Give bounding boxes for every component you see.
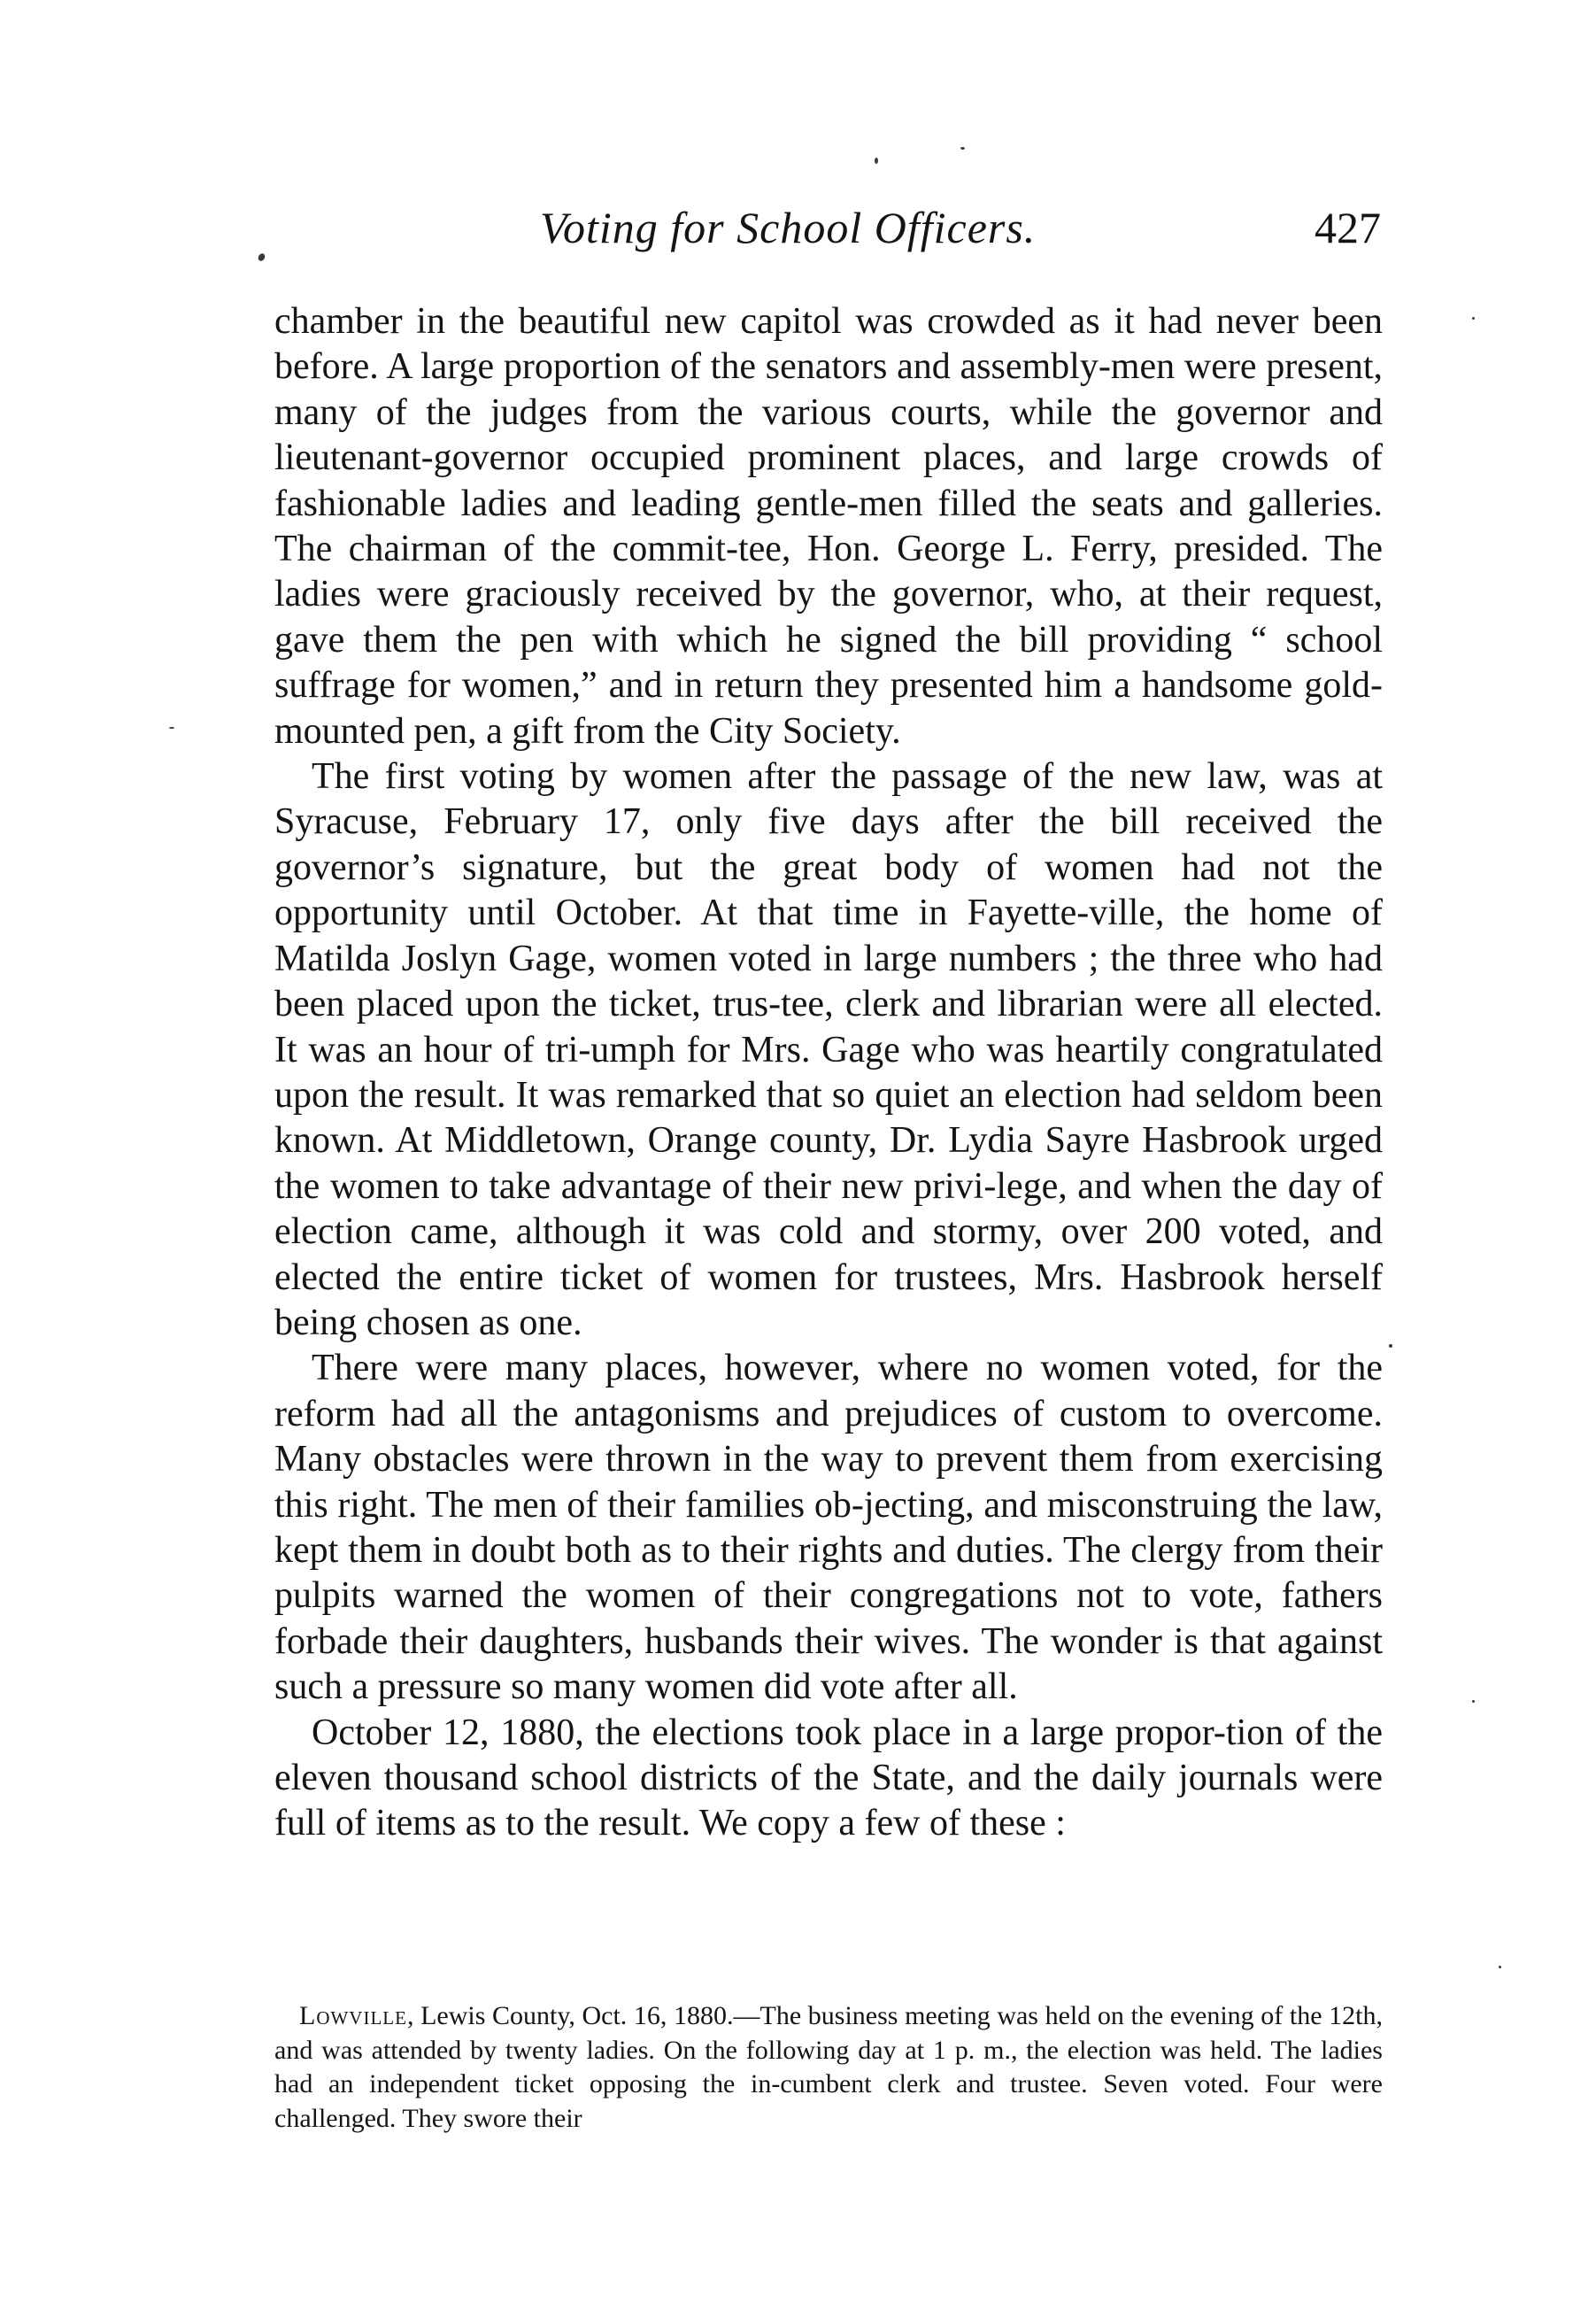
newspaper-extract xyxy=(274,1999,1383,2136)
scan-speck xyxy=(1472,1700,1475,1703)
scan-speck xyxy=(1472,317,1475,320)
paragraph-first-voting: The first voting by women after the passage of the new law, was at Syracuse, February 17, only five days after the bill received the governor’s signature, but the great body of women had not the opportunity until October. At that time in Fayette-ville, the home of Matilda Joslyn Gage, women voted in large numbers ; the three who had been placed upon the ticket, trus-tee, clerk and librarian were all elected. It was an hour of tri-umph for Mrs. Gage who was heartily congratulated upon the result. It was remarked that so quiet an election had seldom been known. At Middletown, Orange county, Dr. Lydia Sayre Hasbrook urged the women to take advantage of their new privi-lege, and when the day of election came, although it was cold and stormy, over 200 voted, and elected the entire ticket of women for trustees, Mrs. Hasbrook herself being chosen as one. xyxy=(274,756,1383,1343)
extract-paragraph xyxy=(274,1999,1383,2136)
scan-speck xyxy=(875,158,878,164)
paragraph-october-elections: October 12, 1880, the elections took place in a large propor-tion of the eleven thousand school districts of the State, and the daily journals were full of items as to the result. We copy a few of these : xyxy=(274,1712,1383,1844)
paragraph-obstacles: There were many places, however, where no women voted, for the reform had all the antagonisms and prejudices of custom to overcome. Many obstacles were thrown in the way to prevent them from exercising this right. The men of their families ob-jecting, and misconstruing the law, kept them in doubt both as to their rights and duties. The clergy from their pulpits warned the women of their congregations not to vote, fathers forbade their daughters, husbands their wives. The wonder is that against such a pressure so many women did vote after all. xyxy=(274,1348,1383,1708)
body-text xyxy=(274,299,1383,1847)
running-head xyxy=(274,202,1381,273)
extract-text: , Lewis County, Oct. 16, 1880.—The business meeting was held on the evening of the 12th, and was attended by twenty ladies. On the following day at 1 p. m., the election was held. The ladies had an independent ticket opposing the in-cumbent clerk and trustee. Seven voted. Four were challenged. They swore their xyxy=(274,2001,1383,2133)
running-title: Voting for School Officers. xyxy=(540,203,1037,252)
scan-speck xyxy=(257,252,266,262)
scan-speck xyxy=(1499,1966,1501,1968)
scan-speck xyxy=(1389,1344,1392,1348)
page-number: 427 xyxy=(1315,203,1381,252)
extract-place: Lowville xyxy=(299,2001,407,2030)
paragraph-continued: chamber in the beautiful new capitol was crowded as it had never been before. A large proportion of the senators and assembly-men were present, many of the judges from the various courts, while the governor and lieutenant-governor occupied prominent places, and large crowds of fashionable ladies and leading gentle-men filled the seats and galleries. The chairman of the commit-tee, Hon. George L. Ferry, presided. The ladies were graciously received by the governor, who, at their request, gave them the pen with which he signed the bill providing “ school suffrage for women,” and in return they presented him a handsome gold-mounted pen, a gift from the City Society. xyxy=(274,301,1383,752)
scan-speck xyxy=(960,147,965,150)
scan-speck xyxy=(169,727,174,729)
